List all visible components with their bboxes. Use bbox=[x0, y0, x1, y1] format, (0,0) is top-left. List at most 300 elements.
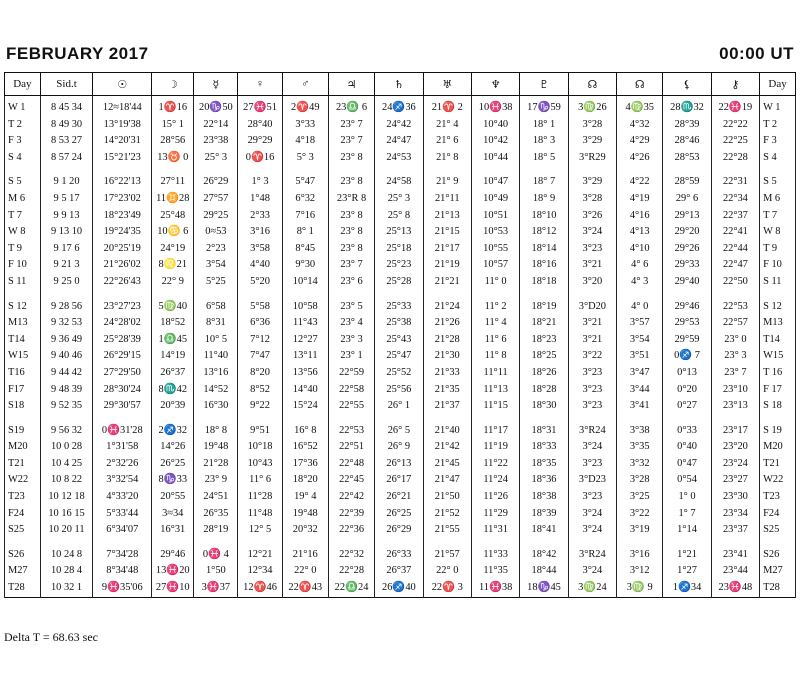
value-cell: 25°47 bbox=[375, 348, 423, 365]
column-header: ♀ bbox=[238, 73, 282, 96]
table-row bbox=[5, 191, 796, 208]
value-cell: 25°13 bbox=[375, 224, 423, 241]
day-cell: W 1 bbox=[5, 96, 41, 117]
column-header: Sid.t bbox=[40, 73, 93, 96]
value-cell: 2°23 bbox=[194, 241, 238, 258]
value-cell: 25°23 bbox=[375, 257, 423, 274]
value-cell: 10 24 8 bbox=[40, 547, 93, 564]
value-cell: 23° 3 bbox=[711, 348, 759, 365]
day-cell: M20 bbox=[5, 439, 41, 456]
value-cell: 29° 6 bbox=[663, 191, 711, 208]
value-cell: 1♈16 bbox=[152, 96, 194, 117]
day-cell: M27 bbox=[760, 563, 796, 580]
value-cell: 23♎ 6 bbox=[328, 96, 374, 117]
value-cell: 22°14 bbox=[194, 117, 238, 134]
value-cell: 23°44 bbox=[711, 563, 759, 580]
value-cell: 3°20 bbox=[568, 274, 616, 291]
value-cell: 24♐36 bbox=[375, 96, 423, 117]
value-cell: 26°21 bbox=[375, 489, 423, 506]
value-cell: 3°26 bbox=[568, 208, 616, 225]
value-cell: 21° 4 bbox=[423, 117, 471, 134]
value-cell: 26°29 bbox=[375, 522, 423, 539]
day-cell: F24 bbox=[760, 506, 796, 523]
value-cell: 19° 4 bbox=[282, 489, 328, 506]
value-cell: 3°19 bbox=[617, 522, 663, 539]
value-cell: 22♈ 3 bbox=[423, 580, 471, 597]
table-row bbox=[5, 174, 796, 191]
value-cell: 18°35 bbox=[520, 456, 568, 473]
day-cell: S19 bbox=[5, 423, 41, 440]
value-cell: 11°15 bbox=[471, 398, 519, 415]
column-header: ♆ bbox=[471, 73, 519, 96]
day-cell: S 4 bbox=[5, 150, 41, 167]
value-cell: 16°52 bbox=[282, 439, 328, 456]
table-row bbox=[5, 274, 796, 291]
value-cell: 25°43 bbox=[375, 332, 423, 349]
value-cell: 24°19 bbox=[152, 241, 194, 258]
value-cell: 3°47 bbox=[617, 365, 663, 382]
value-cell: 10°58 bbox=[282, 299, 328, 316]
value-cell: 4° 6 bbox=[617, 257, 663, 274]
column-header: ♂ bbox=[282, 73, 328, 96]
delta-t-note: Delta T = 68.63 sec bbox=[4, 630, 98, 644]
value-cell: 1♎45 bbox=[152, 332, 194, 349]
value-cell: 18° 5 bbox=[520, 150, 568, 167]
value-cell: 23° 8 bbox=[328, 208, 374, 225]
value-cell: 26°13 bbox=[375, 456, 423, 473]
day-cell: F 10 bbox=[760, 257, 796, 274]
day-cell: F 3 bbox=[760, 133, 796, 150]
column-header: ☽ bbox=[152, 73, 194, 96]
value-cell: 18°44 bbox=[520, 563, 568, 580]
value-cell: 0♐ 7 bbox=[663, 348, 711, 365]
value-cell: 3°41 bbox=[617, 398, 663, 415]
value-cell: 7°16 bbox=[282, 208, 328, 225]
value-cell: 8♑33 bbox=[152, 472, 194, 489]
value-cell: 25°28 bbox=[375, 274, 423, 291]
value-cell: 9°22 bbox=[238, 398, 282, 415]
value-cell: 23° 7 bbox=[328, 117, 374, 134]
value-cell: 4°33'20 bbox=[93, 489, 152, 506]
value-cell: 4°26 bbox=[617, 150, 663, 167]
day-cell: T 7 bbox=[5, 208, 41, 225]
value-cell: 23° 7 bbox=[328, 257, 374, 274]
value-cell: 22°48 bbox=[328, 456, 374, 473]
value-cell: 3♓37 bbox=[194, 580, 238, 597]
value-cell: 25°18 bbox=[375, 241, 423, 258]
value-cell: 20°32 bbox=[282, 522, 328, 539]
day-cell: T28 bbox=[760, 580, 796, 597]
value-cell: 24°51 bbox=[194, 489, 238, 506]
value-cell: 29°13 bbox=[663, 208, 711, 225]
value-cell: 23°41 bbox=[711, 547, 759, 564]
day-cell: S 19 bbox=[760, 423, 796, 440]
column-header: ⚸ bbox=[663, 73, 711, 96]
value-cell: 4°19 bbox=[617, 191, 663, 208]
value-cell: 21°52 bbox=[423, 506, 471, 523]
value-cell: 3°28 bbox=[568, 191, 616, 208]
value-cell: 1° 7 bbox=[663, 506, 711, 523]
value-cell: 21° 8 bbox=[423, 150, 471, 167]
column-header: ⚷ bbox=[711, 73, 759, 96]
value-cell: 23° 7 bbox=[711, 365, 759, 382]
value-cell: 3°24 bbox=[568, 506, 616, 523]
value-cell: 6°36 bbox=[238, 315, 282, 332]
value-cell: 0♓ 4 bbox=[194, 547, 238, 564]
value-cell: 11° 6 bbox=[238, 472, 282, 489]
value-cell: 22°39 bbox=[328, 506, 374, 523]
value-cell: 23°20 bbox=[711, 439, 759, 456]
value-cell: 17°36 bbox=[282, 456, 328, 473]
value-cell: 9°51 bbox=[238, 423, 282, 440]
week-gap bbox=[5, 415, 796, 423]
value-cell: 18° 3 bbox=[520, 133, 568, 150]
value-cell: 8°34'48 bbox=[93, 563, 152, 580]
value-cell: 5° 3 bbox=[282, 150, 328, 167]
day-cell: T23 bbox=[760, 489, 796, 506]
value-cell: 24°47 bbox=[375, 133, 423, 150]
value-cell: 18° 1 bbox=[520, 117, 568, 134]
value-cell: 28°40 bbox=[238, 117, 282, 134]
day-cell: T 9 bbox=[760, 241, 796, 258]
value-cell: 11°11 bbox=[471, 365, 519, 382]
value-cell: 4°40 bbox=[238, 257, 282, 274]
table-row bbox=[5, 315, 796, 332]
column-header: Day bbox=[5, 73, 41, 96]
day-cell: S 12 bbox=[5, 299, 41, 316]
value-cell: 8°45 bbox=[282, 241, 328, 258]
value-cell: 18°38 bbox=[520, 489, 568, 506]
day-cell: S 5 bbox=[5, 174, 41, 191]
table-row bbox=[5, 117, 796, 134]
value-cell: 26°29 bbox=[194, 174, 238, 191]
column-header: ♃ bbox=[328, 73, 374, 96]
value-cell: 26° 5 bbox=[375, 423, 423, 440]
table-row bbox=[5, 299, 796, 316]
value-cell: 15°24 bbox=[282, 398, 328, 415]
value-cell: 3°23 bbox=[568, 398, 616, 415]
value-cell: 27°57 bbox=[194, 191, 238, 208]
value-cell: 29°53 bbox=[663, 315, 711, 332]
value-cell: 8♌21 bbox=[152, 257, 194, 274]
value-cell: 0°40 bbox=[663, 439, 711, 456]
value-cell: 11° 0 bbox=[471, 274, 519, 291]
value-cell: 10°47 bbox=[471, 174, 519, 191]
value-cell: 21°28 bbox=[423, 332, 471, 349]
column-header: ☊ bbox=[617, 73, 663, 96]
value-cell: 11°22 bbox=[471, 456, 519, 473]
value-cell: 8 57 24 bbox=[40, 150, 93, 167]
column-header: ♇ bbox=[520, 73, 568, 96]
value-cell: 22° 9 bbox=[152, 274, 194, 291]
value-cell: 9 32 53 bbox=[40, 315, 93, 332]
value-cell: 21°35 bbox=[423, 382, 471, 399]
value-cell: 3°22 bbox=[568, 348, 616, 365]
ephemeris-table bbox=[4, 72, 796, 598]
day-cell: T28 bbox=[5, 580, 41, 597]
table-row bbox=[5, 257, 796, 274]
value-cell: 9 25 0 bbox=[40, 274, 93, 291]
day-cell: F 10 bbox=[5, 257, 41, 274]
value-cell: 23°38 bbox=[194, 133, 238, 150]
value-cell: 7°12 bbox=[238, 332, 282, 349]
value-cell: 3°57 bbox=[617, 315, 663, 332]
day-cell: T 16 bbox=[760, 365, 796, 382]
value-cell: 23°24 bbox=[711, 456, 759, 473]
value-cell: 18°42 bbox=[520, 547, 568, 564]
value-cell: 29°29 bbox=[238, 133, 282, 150]
table-row bbox=[5, 365, 796, 382]
value-cell: 18°39 bbox=[520, 506, 568, 523]
value-cell: 21°45 bbox=[423, 456, 471, 473]
value-cell: 18°36 bbox=[520, 472, 568, 489]
value-cell: 27♓51 bbox=[238, 96, 282, 117]
value-cell: 22°32 bbox=[328, 547, 374, 564]
week-gap bbox=[5, 539, 796, 547]
value-cell: 22♈43 bbox=[282, 580, 328, 597]
value-cell: 8 45 34 bbox=[40, 96, 93, 117]
value-cell: 1°21 bbox=[663, 547, 711, 564]
value-cell: 23°34 bbox=[711, 506, 759, 523]
value-cell: 3°24 bbox=[568, 224, 616, 241]
value-cell: 9°30 bbox=[282, 257, 328, 274]
value-cell: 29°30'57 bbox=[93, 398, 152, 415]
value-cell: 10°14 bbox=[282, 274, 328, 291]
header-row bbox=[5, 73, 796, 96]
value-cell: 10°44 bbox=[471, 150, 519, 167]
value-cell: 13°16 bbox=[194, 365, 238, 382]
value-cell: 16°22'13 bbox=[93, 174, 152, 191]
value-cell: 23°10 bbox=[711, 382, 759, 399]
value-cell: 9 40 46 bbox=[40, 348, 93, 365]
value-cell: 24°28'02 bbox=[93, 315, 152, 332]
column-header: ☉ bbox=[93, 73, 152, 96]
day-cell: M 6 bbox=[760, 191, 796, 208]
day-cell: T 9 bbox=[5, 241, 41, 258]
value-cell: 21♈ 2 bbox=[423, 96, 471, 117]
value-cell: 26°17 bbox=[375, 472, 423, 489]
value-cell: 22♓19 bbox=[711, 96, 759, 117]
value-cell: 3°25 bbox=[617, 489, 663, 506]
value-cell: 25° 8 bbox=[375, 208, 423, 225]
day-cell: T 2 bbox=[5, 117, 41, 134]
value-cell: 29°40 bbox=[663, 274, 711, 291]
value-cell: 21°11 bbox=[423, 191, 471, 208]
value-cell: 18°19 bbox=[520, 299, 568, 316]
value-cell: 3°D20 bbox=[568, 299, 616, 316]
value-cell: 1° 0 bbox=[663, 489, 711, 506]
value-cell: 18°10 bbox=[520, 208, 568, 225]
table-row bbox=[5, 489, 796, 506]
value-cell: 11°24 bbox=[471, 472, 519, 489]
value-cell: 29°25 bbox=[194, 208, 238, 225]
value-cell: 21°40 bbox=[423, 423, 471, 440]
value-cell: 5°20 bbox=[238, 274, 282, 291]
value-cell: 2°33 bbox=[238, 208, 282, 225]
day-cell: S 11 bbox=[5, 274, 41, 291]
value-cell: 3°21 bbox=[568, 332, 616, 349]
value-cell: 2°32'26 bbox=[93, 456, 152, 473]
table-row bbox=[5, 563, 796, 580]
value-cell: 1°50 bbox=[194, 563, 238, 580]
value-cell: 23° 8 bbox=[328, 224, 374, 241]
table-row bbox=[5, 332, 796, 349]
day-cell: S 5 bbox=[760, 174, 796, 191]
table-row bbox=[5, 150, 796, 167]
value-cell: 18°25 bbox=[520, 348, 568, 365]
day-cell: W15 bbox=[5, 348, 41, 365]
value-cell: 28°59 bbox=[663, 174, 711, 191]
value-cell: 23° 4 bbox=[328, 315, 374, 332]
value-cell: 14°26 bbox=[152, 439, 194, 456]
value-cell: 26° 9 bbox=[375, 439, 423, 456]
value-cell: 23°30 bbox=[711, 489, 759, 506]
value-cell: 9 48 39 bbox=[40, 382, 93, 399]
value-cell: 8°31 bbox=[194, 315, 238, 332]
value-cell: 11♓38 bbox=[471, 580, 519, 597]
value-cell: 19°48 bbox=[282, 506, 328, 523]
value-cell: 23°13 bbox=[711, 398, 759, 415]
value-cell: 22°53 bbox=[328, 423, 374, 440]
value-cell: 11° 6 bbox=[471, 332, 519, 349]
value-cell: 23°37 bbox=[711, 522, 759, 539]
value-cell: 22°37 bbox=[711, 208, 759, 225]
value-cell: 0°27 bbox=[663, 398, 711, 415]
value-cell: 3°23 bbox=[568, 382, 616, 399]
value-cell: 21°19 bbox=[423, 257, 471, 274]
value-cell: 3°38 bbox=[617, 423, 663, 440]
value-cell: 5°58 bbox=[238, 299, 282, 316]
value-cell: 3≈34 bbox=[152, 506, 194, 523]
value-cell: 10°53 bbox=[471, 224, 519, 241]
value-cell: 22°22 bbox=[711, 117, 759, 134]
value-cell: 22°28 bbox=[328, 563, 374, 580]
value-cell: 10°40 bbox=[471, 117, 519, 134]
table-row bbox=[5, 547, 796, 564]
value-cell: 10 12 18 bbox=[40, 489, 93, 506]
table-row bbox=[5, 580, 796, 597]
value-cell: 21°57 bbox=[423, 547, 471, 564]
day-cell: T 7 bbox=[760, 208, 796, 225]
value-cell: 23° 6 bbox=[328, 274, 374, 291]
value-cell: 22°26'43 bbox=[93, 274, 152, 291]
value-cell: 13°56 bbox=[282, 365, 328, 382]
value-cell: 3°12 bbox=[617, 563, 663, 580]
day-cell: M 6 bbox=[5, 191, 41, 208]
value-cell: 8 49 30 bbox=[40, 117, 93, 134]
day-cell: S25 bbox=[5, 522, 41, 539]
value-cell: 11♊28 bbox=[152, 191, 194, 208]
value-cell: 3°28 bbox=[568, 117, 616, 134]
value-cell: 5°47 bbox=[282, 174, 328, 191]
day-cell: T14 bbox=[760, 332, 796, 349]
value-cell: 18°31 bbox=[520, 423, 568, 440]
day-cell: M13 bbox=[760, 315, 796, 332]
value-cell: 3♍ 9 bbox=[617, 580, 663, 597]
value-cell: 9 9 13 bbox=[40, 208, 93, 225]
value-cell: 26°25 bbox=[375, 506, 423, 523]
column-header: ♄ bbox=[375, 73, 423, 96]
value-cell: 3°23 bbox=[568, 241, 616, 258]
value-cell: 28°53 bbox=[663, 150, 711, 167]
value-cell: 25° 3 bbox=[194, 150, 238, 167]
value-cell: 22♎24 bbox=[328, 580, 374, 597]
value-cell: 1°48 bbox=[238, 191, 282, 208]
value-cell: 18°33 bbox=[520, 439, 568, 456]
value-cell: 23° 0 bbox=[711, 332, 759, 349]
value-cell: 18°30 bbox=[520, 398, 568, 415]
column-header: ☿ bbox=[194, 73, 238, 96]
value-cell: 10 8 22 bbox=[40, 472, 93, 489]
value-cell: 13♉ 0 bbox=[152, 150, 194, 167]
value-cell: 6°32 bbox=[282, 191, 328, 208]
value-cell: 4°29 bbox=[617, 133, 663, 150]
value-cell: 26°25 bbox=[152, 456, 194, 473]
value-cell: 28°56 bbox=[152, 133, 194, 150]
value-cell: 10°51 bbox=[471, 208, 519, 225]
value-cell: 20°25'19 bbox=[93, 241, 152, 258]
value-cell: 3°16 bbox=[238, 224, 282, 241]
day-cell: S 18 bbox=[760, 398, 796, 415]
value-cell: 21°47 bbox=[423, 472, 471, 489]
value-cell: 26♐40 bbox=[375, 580, 423, 597]
value-cell: 9 44 42 bbox=[40, 365, 93, 382]
value-cell: 1° 3 bbox=[238, 174, 282, 191]
value-cell: 26°37 bbox=[152, 365, 194, 382]
value-cell: 5♍40 bbox=[152, 299, 194, 316]
value-cell: 18°23 bbox=[520, 332, 568, 349]
day-cell: M13 bbox=[5, 315, 41, 332]
value-cell: 21°28 bbox=[194, 456, 238, 473]
value-cell: 18°20 bbox=[282, 472, 328, 489]
value-cell: 26°37 bbox=[375, 563, 423, 580]
value-cell: 10 16 15 bbox=[40, 506, 93, 523]
value-cell: 9 13 10 bbox=[40, 224, 93, 241]
day-cell: T21 bbox=[5, 456, 41, 473]
value-cell: 24°53 bbox=[375, 150, 423, 167]
day-cell: F 17 bbox=[760, 382, 796, 399]
value-cell: 12° 5 bbox=[238, 522, 282, 539]
value-cell: 28°19 bbox=[194, 522, 238, 539]
value-cell: 4°18 bbox=[282, 133, 328, 150]
value-cell: 29°46 bbox=[663, 299, 711, 316]
day-cell: T21 bbox=[760, 456, 796, 473]
value-cell: 10°57 bbox=[471, 257, 519, 274]
value-cell: 3°51 bbox=[617, 348, 663, 365]
value-cell: 4♍35 bbox=[617, 96, 663, 117]
value-cell: 3°R24 bbox=[568, 547, 616, 564]
value-cell: 18°23'49 bbox=[93, 208, 152, 225]
value-cell: 9 17 6 bbox=[40, 241, 93, 258]
value-cell: 23°27 bbox=[711, 472, 759, 489]
value-cell: 17♑59 bbox=[520, 96, 568, 117]
value-cell: 4°32 bbox=[617, 117, 663, 134]
day-cell: T23 bbox=[5, 489, 41, 506]
value-cell: 21°17 bbox=[423, 241, 471, 258]
value-cell: 27°29'50 bbox=[93, 365, 152, 382]
value-cell: 1♐34 bbox=[663, 580, 711, 597]
value-cell: 26°35 bbox=[194, 506, 238, 523]
value-cell: 14°20'31 bbox=[93, 133, 152, 150]
value-cell: 21° 6 bbox=[423, 133, 471, 150]
value-cell: 1°14 bbox=[663, 522, 711, 539]
value-cell: 1°27 bbox=[663, 563, 711, 580]
value-cell: 22° 0 bbox=[282, 563, 328, 580]
value-cell: 23♓48 bbox=[711, 580, 759, 597]
value-cell: 10°18 bbox=[238, 439, 282, 456]
day-cell: S 11 bbox=[760, 274, 796, 291]
value-cell: 21°26 bbox=[423, 315, 471, 332]
